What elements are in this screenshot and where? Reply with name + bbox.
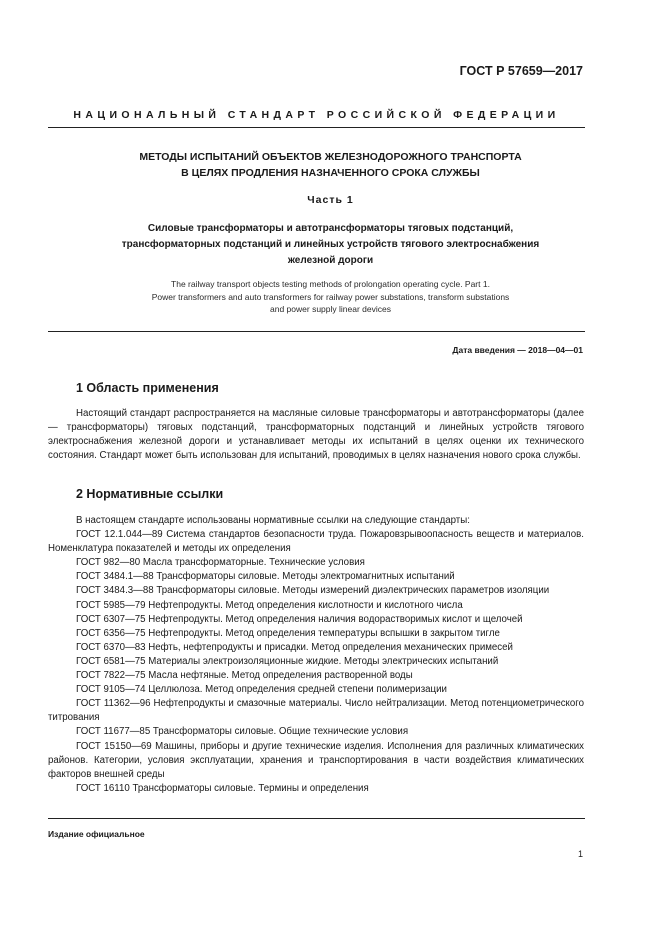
english-title-line-2: Power transformers and auto transformers for railway power substations, transform substations: [151, 291, 510, 302]
reference-title: Нефтепродукты. Метод определения кислотности и кислотного числа: [148, 599, 463, 611]
reference-item: [48, 725, 584, 739]
page-number: 1: [577, 849, 583, 859]
reference-code: ГОСТ 3484.1—88: [76, 571, 154, 583]
reference-code: ГОСТ 6356—75: [76, 627, 146, 639]
title-line-2: В ЦЕЛЯХ ПРОДЛЕНИЯ НАЗНАЧЕННОГО СРОКА СЛУЖБЫ: [181, 167, 480, 179]
reference-code: ГОСТ 15150—69: [76, 740, 152, 752]
english-title: [60, 278, 601, 316]
reference-title: Нефть, нефтепродукты и присадки. Метод определения механических примесей: [148, 641, 513, 653]
reference-item: [48, 697, 584, 725]
title-rule: [48, 331, 585, 332]
reference-item: [48, 782, 584, 796]
edition-label: Издание официальное: [48, 829, 145, 839]
standard-subtitle: [60, 221, 601, 269]
reference-title: Материалы электроизоляционные жидкие. Методы электрических испытаний: [148, 655, 499, 667]
reference-title: Масла нефтяные. Метод определения растворенной воды: [148, 670, 413, 682]
reference-code: ГОСТ 6307—75: [76, 613, 146, 625]
reference-title: Трансформаторы силовые. Общие технические условия: [152, 726, 409, 738]
reference-title: Трансформаторы силовые. Термины и определения: [132, 782, 369, 794]
reference-title: Нефтепродукты и смазочные материалы. Число нейтрализации. Метод потенциометрического титрования: [48, 698, 584, 724]
reference-code: ГОСТ 9105—74: [76, 684, 146, 696]
reference-title: Система стандартов безопасности труда. Пожаровзрывоопасность веществ и материалов. Номенклатура показателей и методы их определения: [48, 529, 584, 555]
subtitle-line-3: железной дороги: [287, 255, 374, 266]
section-1-body: [48, 407, 584, 463]
normative-references: [48, 514, 584, 796]
reference-item: [48, 641, 584, 655]
reference-item: [48, 556, 584, 570]
section-2-heading: 2 Нормативные ссылки: [76, 487, 224, 501]
reference-item: [48, 570, 584, 584]
reference-code: ГОСТ 6581—75: [76, 655, 146, 667]
reference-title: Трансформаторы силовые. Методы измерений диэлектрических параметров изоляции: [156, 585, 550, 597]
footer-rule: [48, 818, 585, 819]
reference-code: ГОСТ 3484.3—88: [76, 585, 154, 597]
reference-list: [48, 528, 584, 796]
national-standard-banner: НАЦИОНАЛЬНЫЙ СТАНДАРТ РОССИЙСКОЙ ФЕДЕРАЦИИ: [73, 109, 560, 121]
reference-item: [48, 528, 584, 556]
header-rule: [48, 127, 585, 128]
reference-title: Целлюлоза. Метод определения средней степени полимеризации: [148, 684, 447, 696]
reference-item: [48, 584, 584, 598]
reference-title: Нефтепродукты. Метод определения наличия водорастворимых кислот и щелочей: [148, 613, 523, 625]
english-title-line-1: The railway transport objects testing methods of prolongation operating cycle. Part 1.: [171, 279, 490, 289]
introduction-date: Дата введения — 2018—04—01: [452, 345, 583, 355]
reference-title: Трансформаторы силовые. Методы электромагнитных испытаний: [156, 571, 455, 583]
reference-title: Нефтепродукты. Метод определения температуры вспышки в закрытом тигле: [148, 627, 500, 639]
title-line-1: МЕТОДЫ ИСПЫТАНИЙ ОБЪЕКТОВ ЖЕЛЕЗНОДОРОЖНОГО ТРАНСПОРТА: [139, 151, 522, 163]
reference-code: ГОСТ 982—80: [76, 557, 141, 569]
reference-code: ГОСТ 12.1.044—89: [76, 529, 163, 541]
reference-item: [48, 669, 584, 683]
reference-item: [48, 683, 584, 697]
section-1-paragraph: Настоящий стандарт распространяется на масляные силовые трансформаторы и автотрансформаторы (далее — трансформаторы) тяговых подстанций, трансформаторных подстанций и линейных устройств тягового электроснабжения железной дороги и устанавливает методы их испытаний в целях оценки их технического состояния. Стандарт может быть использован для испытаний, проводимых в целях назначения нового срока службы.: [48, 408, 584, 461]
references-intro: В настоящем стандарте использованы нормативные ссылки на следующие стандарты:: [76, 515, 470, 526]
reference-item: [48, 627, 584, 641]
reference-code: ГОСТ 5985—79: [76, 599, 146, 611]
reference-code: ГОСТ 7822—75: [76, 670, 146, 682]
reference-item: [48, 599, 584, 613]
subtitle-line-1: Силовые трансформаторы и автотрансформаторы тяговых подстанций,: [147, 223, 514, 234]
english-title-line-3: and power supply linear devices: [270, 304, 391, 315]
reference-code: ГОСТ 11677—85: [76, 726, 151, 738]
reference-title: Масла трансформаторные. Технические условия: [142, 557, 365, 569]
document-number: ГОСТ Р 57659—2017: [459, 64, 583, 78]
standard-title: [60, 149, 601, 181]
reference-item: [48, 613, 584, 627]
subtitle-line-2: трансформаторных подстанций и линейных устройств тягового электроснабжения: [121, 239, 540, 250]
reference-code: ГОСТ 6370—83: [76, 641, 146, 653]
reference-item: [48, 740, 584, 782]
reference-code: ГОСТ 16110: [76, 782, 130, 794]
section-1-heading: 1 Область применения: [76, 381, 219, 395]
part-label: Часть 1: [307, 194, 354, 206]
reference-code: ГОСТ 11362—96: [76, 698, 151, 710]
reference-item: [48, 655, 584, 669]
reference-title: Машины, приборы и другие технические изделия. Исполнения для различных климатических районов. Категории, условия эксплуатации, хранения и транспортирования в части воздействия климатических факторов внешней среды: [48, 740, 585, 780]
